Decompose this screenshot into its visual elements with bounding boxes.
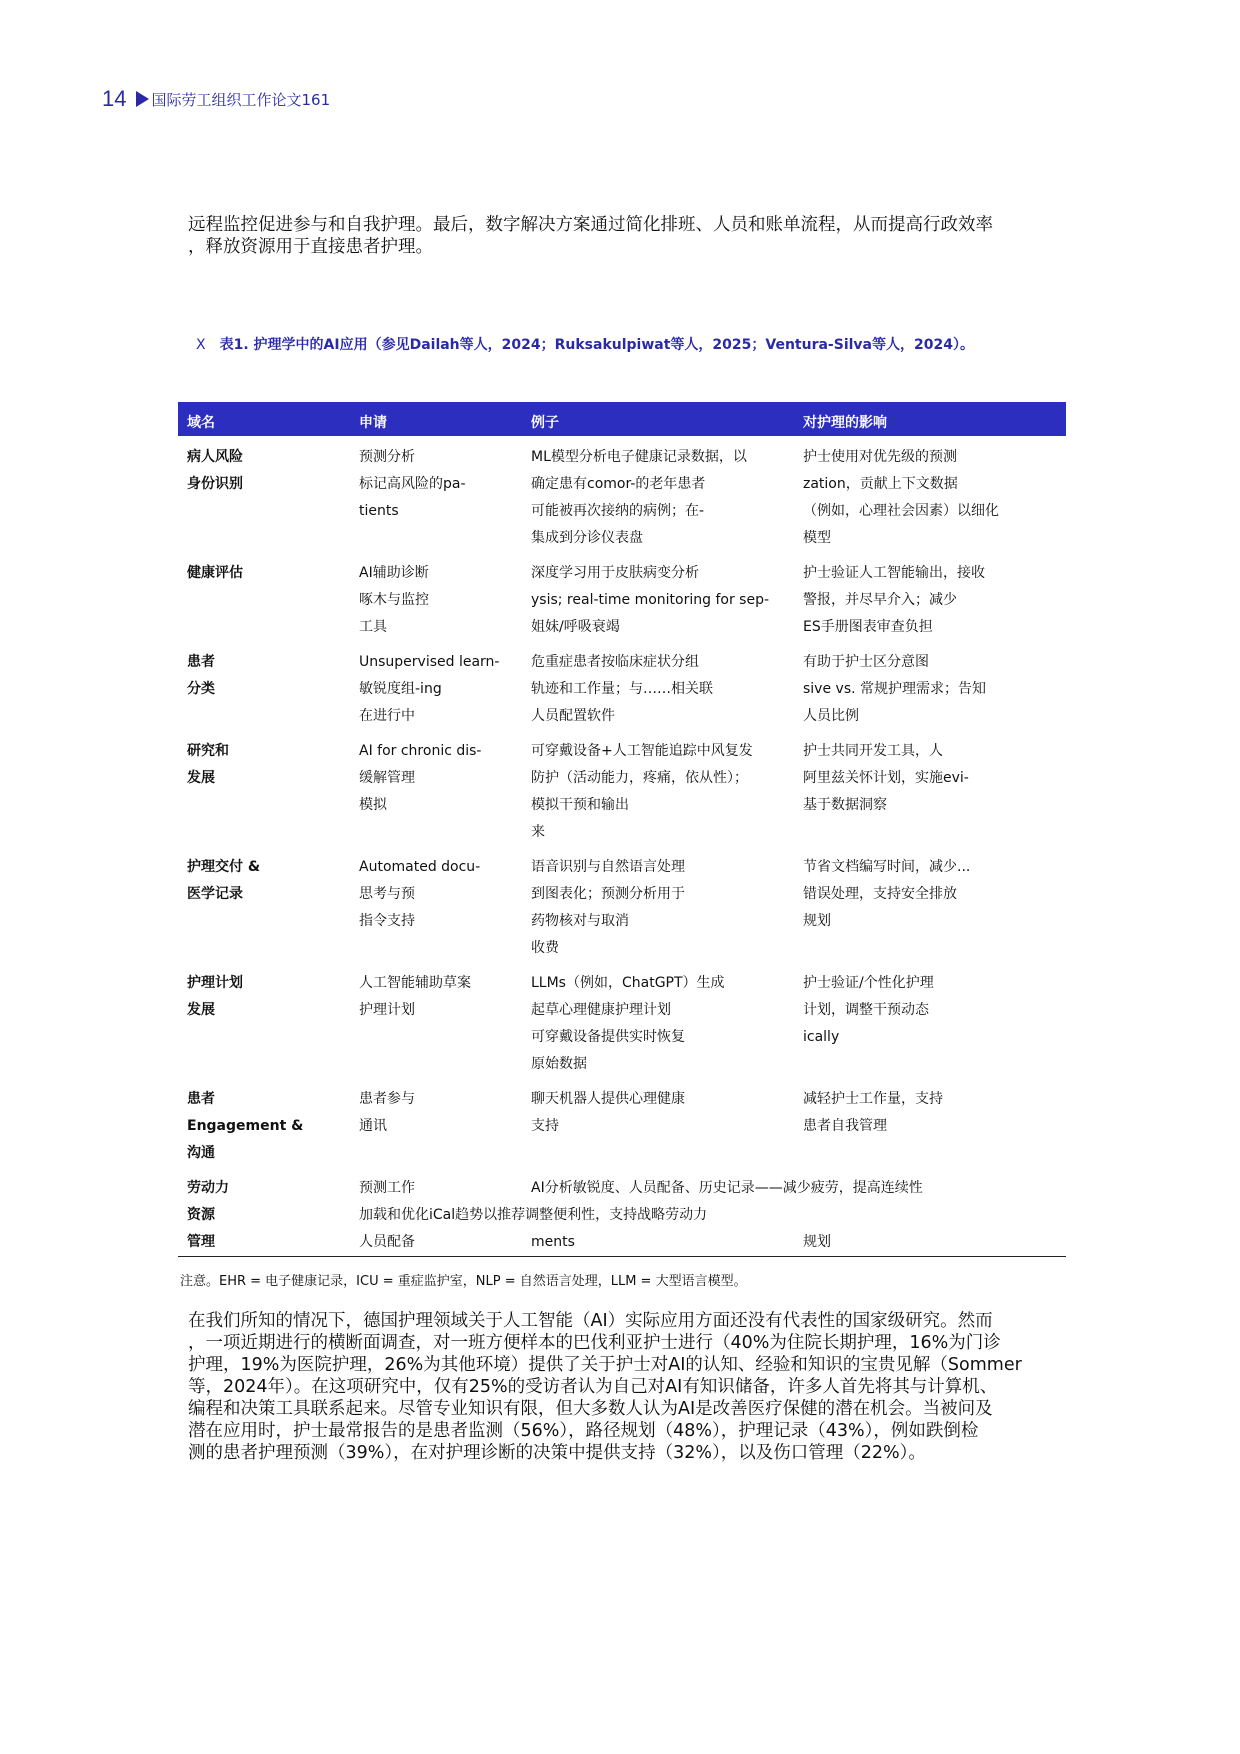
- cell-line: Engagement &: [187, 1118, 304, 1134]
- table-row: [178, 970, 1066, 1078]
- table-row-workforce: [178, 1175, 1066, 1256]
- cell-line: 姐妹/呼吸衰竭: [531, 619, 620, 635]
- cell-line: 基于数据洞察: [803, 797, 887, 813]
- table-note: 注意。EHR = 电子健康记录，ICU = 重症监护室，NLP = 自然语言处理，LLM = 大型语言模型。: [180, 1274, 747, 1289]
- cell-line: 支持: [531, 1118, 559, 1134]
- cell-line: 语音识别与自然语言处理: [531, 859, 685, 875]
- table-cell: [178, 560, 350, 641]
- table-cell: [350, 649, 522, 730]
- cell-line: 患者自我管理: [803, 1118, 887, 1134]
- cell-line: AI for chronic dis-: [359, 743, 482, 759]
- table-cell: [794, 738, 1066, 846]
- cell-line: 身份识别: [187, 476, 243, 492]
- cell-line: 思考与预: [359, 886, 415, 902]
- cell-line: 护理计划: [359, 1002, 415, 1018]
- cell-line: 节省文档编写时间，减少...: [803, 859, 971, 875]
- table-cell: [794, 444, 1066, 552]
- cell-line: 预测分析: [359, 449, 415, 465]
- cell-line: ically: [803, 1029, 840, 1045]
- paragraph-line: 等，2024年）。在这项研究中，仅有25%的受访者认为自己对AI有知识储备，许多人首先将其与计算机、: [188, 1377, 998, 1397]
- table-cell: [178, 854, 350, 962]
- table-cell: [178, 649, 350, 730]
- ai-applications-table: [178, 402, 1066, 1257]
- cell-line: 敏锐度组-ing: [359, 681, 442, 697]
- table-cell: 管理: [187, 1234, 215, 1250]
- cell-line: 发展: [187, 770, 215, 786]
- table-cell: ments: [531, 1234, 575, 1250]
- table-cell: [178, 970, 350, 1078]
- table-cell: 规划: [803, 1234, 831, 1250]
- cell-line: 原始数据: [531, 1056, 587, 1072]
- table-cell: [350, 738, 522, 846]
- table-cell: [522, 444, 794, 552]
- cell-line: 防护（活动能力，疼痛，依从性）；: [531, 770, 748, 786]
- cell-line: 缓解管理: [359, 770, 415, 786]
- table-cell: 资源: [187, 1207, 215, 1223]
- cell-line: tients: [359, 503, 399, 519]
- cell-line: 研究和: [187, 743, 229, 759]
- cell-line: 阿里兹关怀计划，实施evi-: [803, 770, 969, 786]
- column-header-example: 例子: [531, 415, 559, 431]
- cell-line: 发展: [187, 1002, 215, 1018]
- cell-line: 聊天机器人提供心理健康: [531, 1091, 685, 1107]
- triangle-marker-icon: [136, 91, 149, 107]
- paragraph-line: ，一项近期进行的横断面调查，对一班方便样本的巴伐利亚护士进行（40%为住院长期护理，16%为门诊: [188, 1333, 1001, 1353]
- cell-line: 通讯: [359, 1118, 387, 1134]
- paragraph-line: 护理，19%为医院护理，26%为其他环境）提供了关于护士对AI的认知、经验和知识的宝贵见解（Sommer: [188, 1355, 1022, 1375]
- table-row: [178, 444, 1066, 552]
- table-cell: [522, 738, 794, 846]
- paragraph-line: 测的患者护理预测（39%），在对护理诊断的决策中提供支持（32%），以及伤口管理（22%）。: [188, 1443, 926, 1463]
- cell-line: 到图表化；预测分析用于: [531, 886, 685, 902]
- cell-line: 护士验证人工智能输出，接收: [803, 565, 985, 581]
- cell-line: 规划: [803, 913, 831, 929]
- table-cell: [178, 444, 350, 552]
- table-cell: 加载和优化iCal趋势以推荐调整便利性，支持战略劳动力: [359, 1207, 708, 1223]
- paragraph-line: 编程和决策工具联系起来。尽管专业知识有限，但大多数人认为AI是改善医疗保健的潜在机会。当被问及: [188, 1399, 993, 1419]
- cell-line: 护士使用对优先级的预测: [803, 449, 957, 465]
- paragraph-line: 潜在应用时，护士最常报告的是患者监测（56%），路径规划（48%），护理记录（43%），例如跌倒检: [188, 1421, 979, 1441]
- cell-line: 可穿戴设备提供实时恢复: [531, 1029, 685, 1045]
- cell-line: LLMs（例如，ChatGPT）生成: [531, 975, 725, 991]
- cell-line: 啄木与监控: [359, 592, 429, 608]
- cell-line: 模拟干预和输出: [531, 797, 629, 813]
- cell-line: 沟通: [187, 1145, 215, 1161]
- table-cell: [350, 970, 522, 1078]
- table-row: [178, 738, 1066, 846]
- table-cell: AI分析敏锐度、人员配备、历史记录——减少疲劳，提高连续性: [531, 1180, 923, 1196]
- column-header-domain: 域名: [187, 415, 215, 431]
- cell-line: 护士共同开发工具，人: [803, 743, 943, 759]
- cell-line: sive vs. 常规护理需求；告知: [803, 681, 987, 697]
- table-row: [178, 854, 1066, 962]
- table-cell: [522, 649, 794, 730]
- table-cell: [178, 738, 350, 846]
- cell-line: 来: [531, 824, 545, 840]
- cell-line: 患者: [187, 1091, 215, 1107]
- cell-line: 标记高风险的pa-: [359, 476, 466, 492]
- cell-line: 在进行中: [359, 708, 415, 724]
- column-header-application: 申请: [359, 415, 387, 431]
- cell-line: 人工智能辅助草案: [359, 975, 471, 991]
- intro-paragraph: [188, 214, 1068, 258]
- cell-line: 患者参与: [359, 1091, 415, 1107]
- cell-line: 患者: [187, 654, 215, 670]
- cell-line: Unsupervised learn-: [359, 654, 500, 670]
- cell-line: 减轻护士工作量，支持: [803, 1091, 943, 1107]
- cell-line: （例如，心理社会因素）以细化: [803, 503, 999, 519]
- cell-line: 药物核对与取消: [531, 913, 629, 929]
- cell-line: 有助于护士区分意图: [803, 654, 929, 670]
- cell-line: 计划，调整干预动态: [803, 1002, 929, 1018]
- cell-line: 可能被再次接纳的病例；在-: [531, 503, 705, 519]
- cell-line: 错误处理，支持安全排放: [803, 886, 957, 902]
- cell-line: 人员比例: [803, 708, 859, 724]
- body-paragraph: [188, 1310, 1068, 1464]
- table-row: [178, 1086, 1066, 1167]
- table-cell: [794, 560, 1066, 641]
- table-row: [178, 560, 1066, 641]
- table-cell: [178, 1086, 350, 1167]
- cell-line: 危重症患者按临床症状分组: [531, 654, 699, 670]
- paragraph-line: ，释放资源用于直接患者护理。: [188, 237, 433, 257]
- table-cell: [794, 1086, 1066, 1167]
- cell-line: 集成到分诊仪表盘: [531, 530, 643, 546]
- cell-line: 指令支持: [359, 913, 415, 929]
- table-cell: [350, 1086, 522, 1167]
- cell-line: ML模型分析电子健康记录数据，以: [531, 449, 747, 465]
- table-cell: 人员配备: [359, 1234, 415, 1250]
- cell-line: 健康评估: [187, 565, 243, 581]
- cell-line: 医学记录: [187, 886, 243, 902]
- running-header: [102, 86, 330, 112]
- table-cell: [522, 1086, 794, 1167]
- cell-line: 人员配置软件: [531, 708, 615, 724]
- column-header-impact: 对护理的影响: [803, 415, 887, 431]
- cell-line: ES手册图表审查负担: [803, 619, 933, 635]
- paragraph-line: 在我们所知的情况下，德国护理领域关于人工智能（AI）实际应用方面还没有代表性的国家级研究。然而: [188, 1311, 993, 1331]
- cell-line: 深度学习用于皮肤病变分析: [531, 565, 699, 581]
- cell-line: 轨迹和工作量；与……相关联: [531, 681, 713, 697]
- table-caption: [196, 334, 974, 354]
- cell-line: zation，贡献上下文数据: [803, 476, 958, 492]
- table-cell: [350, 854, 522, 962]
- table-body: [178, 444, 1066, 1257]
- cell-line: 警报，并尽早介入；减少: [803, 592, 957, 608]
- cell-line: 护理交付 &: [187, 859, 261, 875]
- table-cell: [794, 970, 1066, 1078]
- cell-line: 病人风险: [187, 449, 243, 465]
- cell-line: 模拟: [359, 797, 387, 813]
- cell-line: AI辅助诊断: [359, 565, 429, 581]
- paragraph-line: 远程监控促进参与和自我护理。最后，数字解决方案通过简化排班、人员和账单流程，从而提高行政效率: [188, 215, 993, 235]
- table-cell: 劳动力: [187, 1180, 229, 1196]
- series-title: 国际劳工组织工作论文161: [151, 90, 331, 109]
- table-rows: [178, 444, 1066, 1167]
- table-cell: [522, 970, 794, 1078]
- cell-line: Automated docu-: [359, 859, 481, 875]
- table-cell: 预测工作: [359, 1180, 415, 1196]
- cell-line: 分类: [187, 681, 215, 697]
- table-cell: [794, 649, 1066, 730]
- cell-line: 模型: [803, 530, 831, 546]
- table-row: [178, 649, 1066, 730]
- table-cell: [350, 444, 522, 552]
- table-cell: [350, 560, 522, 641]
- table-header-row: [178, 402, 1066, 436]
- table-cell: [794, 854, 1066, 962]
- cell-line: 起草心理健康护理计划: [531, 1002, 671, 1018]
- cell-line: 工具: [359, 619, 387, 635]
- cell-line: 护士验证/个性化护理: [803, 975, 934, 991]
- table-cell: [522, 560, 794, 641]
- cell-line: 收费: [531, 940, 559, 956]
- caption-marker: X: [196, 337, 206, 353]
- table-cell: [522, 854, 794, 962]
- cell-line: ysis; real-time monitoring for sep-: [531, 592, 770, 608]
- page-number: 14: [102, 86, 127, 111]
- caption-text: 表1. 护理学中的AI应用（参见Dailah等人，2024；Ruksakulpiwat等人，2025；Ventura-Silva等人，2024）。: [219, 337, 974, 353]
- cell-line: 可穿戴设备+人工智能追踪中风复发: [531, 743, 753, 759]
- cell-line: 确定患有comor-的老年患者: [531, 476, 706, 492]
- cell-line: 护理计划: [187, 975, 243, 991]
